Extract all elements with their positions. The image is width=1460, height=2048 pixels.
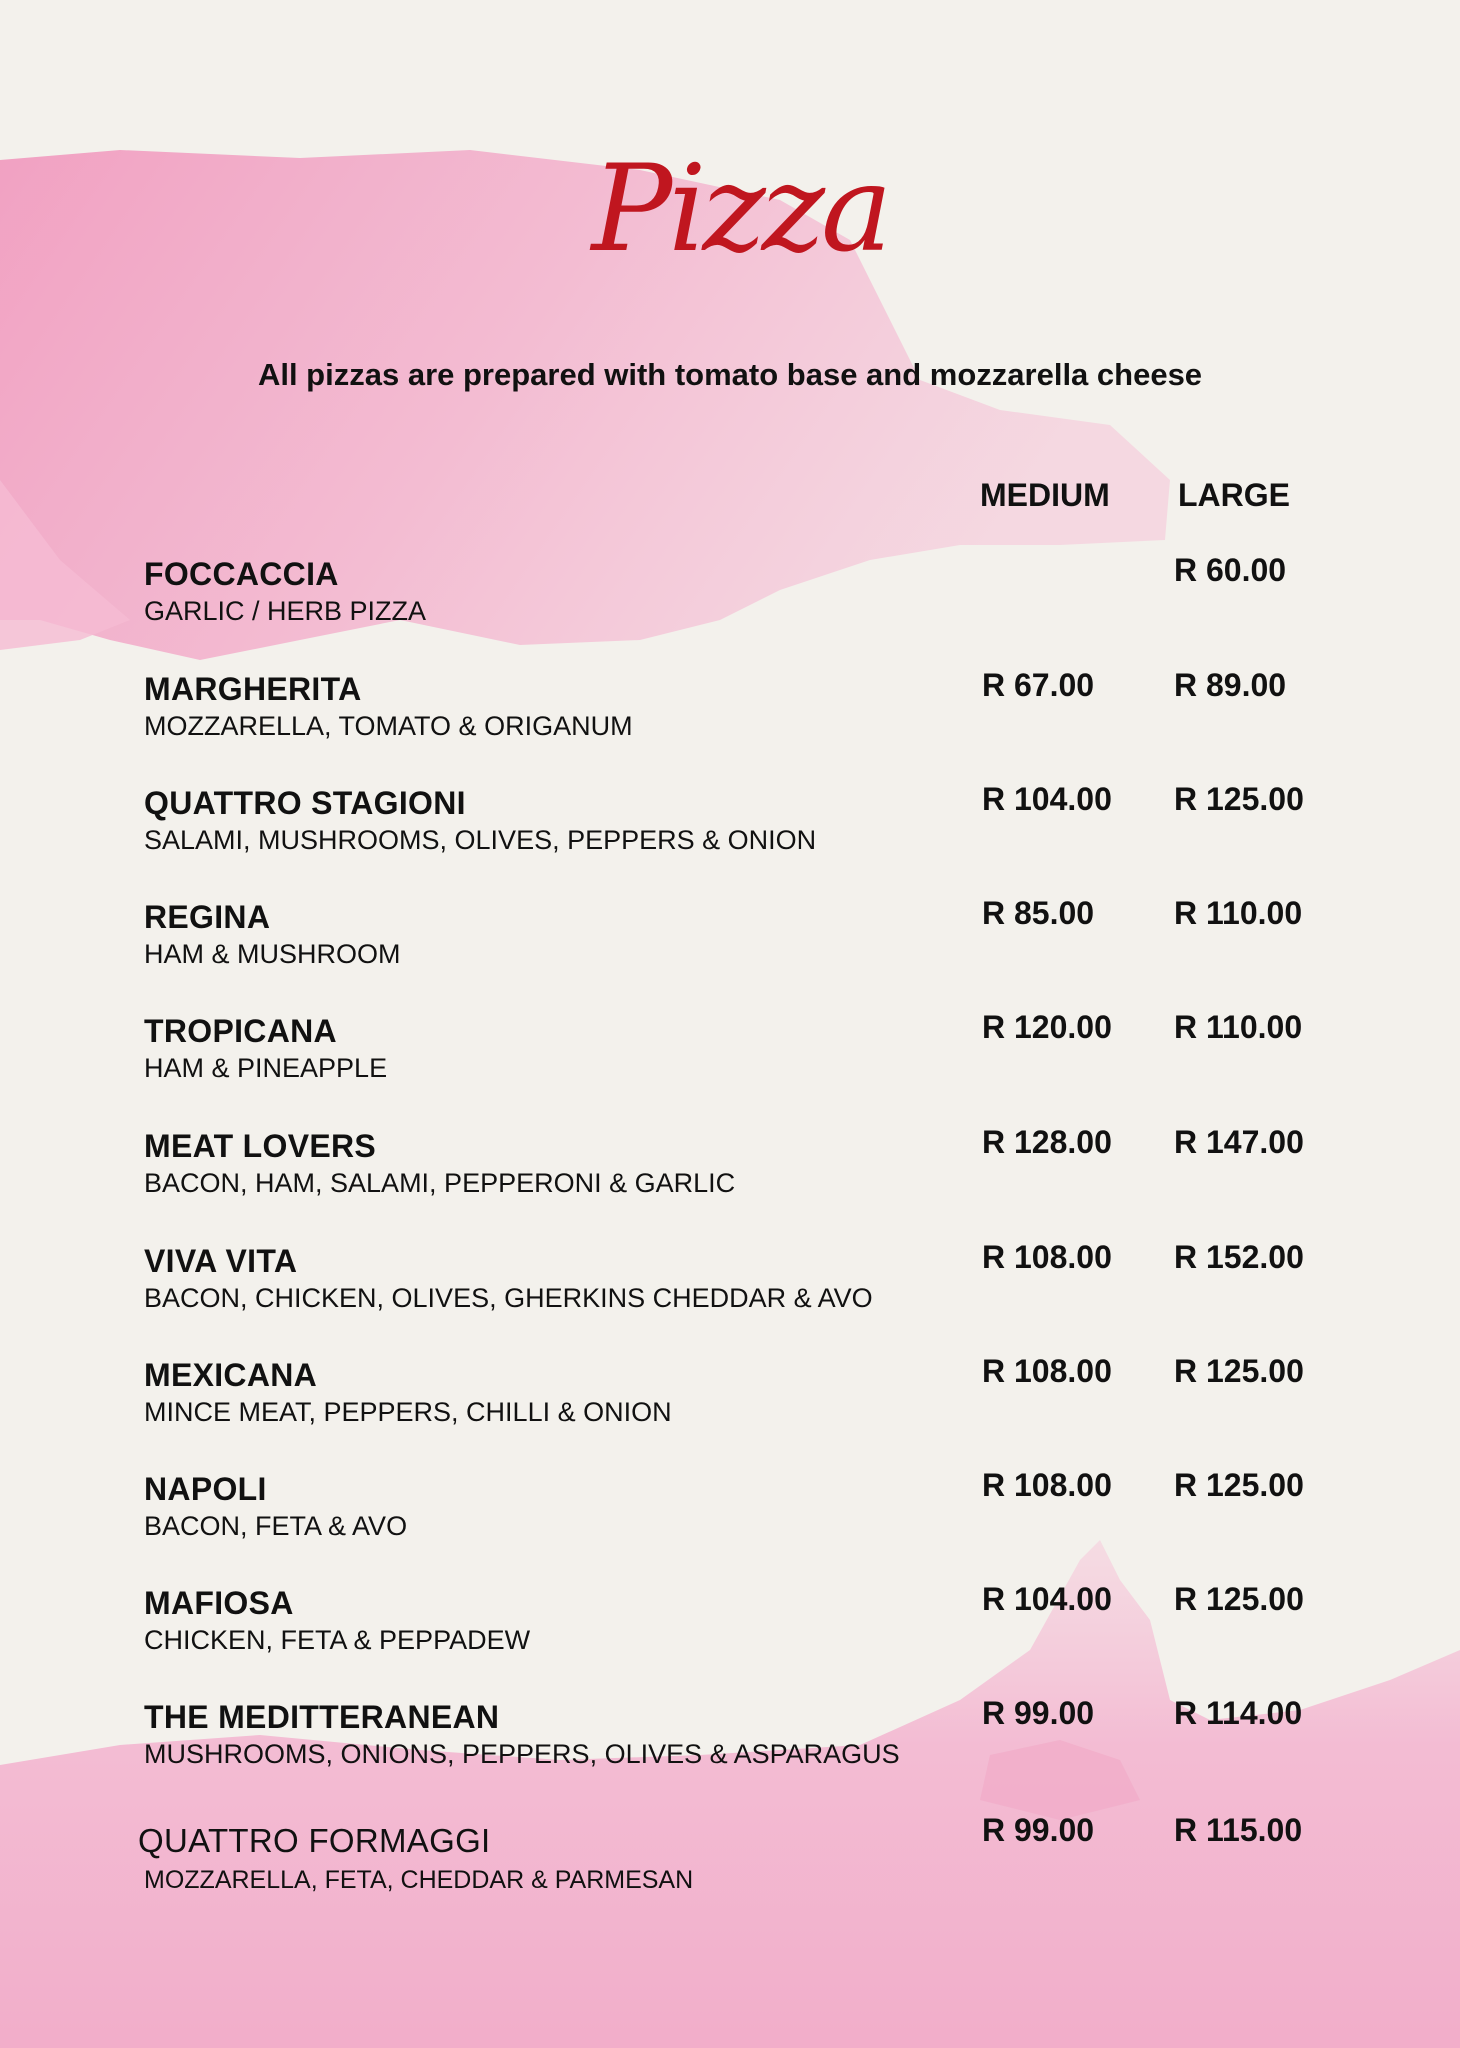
price-medium: R 108.00	[982, 1353, 1112, 1389]
menu-item	[0, 1581, 1460, 1685]
price-large: R 60.00	[1174, 552, 1287, 588]
item-description: BACON, HAM, SALAMI, PEPPERONI & GARLIC	[144, 1168, 736, 1198]
item-name: TROPICANA	[144, 1013, 337, 1049]
price-medium: R 128.00	[982, 1124, 1112, 1160]
price-large: R 125.00	[1174, 1581, 1304, 1617]
menu-item	[0, 1124, 1460, 1228]
item-name: QUATTRO FORMAGGI	[138, 1822, 491, 1859]
item-description: CHICKEN, FETA & PEPPADEW	[144, 1625, 531, 1655]
price-large: R 89.00	[1174, 667, 1287, 703]
page-title: Pizza	[591, 140, 889, 279]
item-name: QUATTRO STAGIONI	[144, 785, 466, 821]
item-name: MAFIOSA	[144, 1585, 294, 1621]
item-description: MOZZARELLA, TOMATO & ORIGANUM	[144, 711, 633, 741]
price-large: R 125.00	[1174, 1353, 1304, 1389]
menu-item	[0, 1467, 1460, 1571]
price-medium: R 85.00	[982, 895, 1095, 931]
price-medium: R 108.00	[982, 1239, 1112, 1275]
menu-item	[0, 552, 1460, 656]
price-large: R 125.00	[1174, 1467, 1304, 1503]
item-name: THE MEDITTERANEAN	[144, 1699, 500, 1735]
item-name: REGINA	[144, 899, 271, 935]
item-description: MINCE MEAT, PEPPERS, CHILLI & ONION	[144, 1397, 672, 1427]
item-description: HAM & MUSHROOM	[144, 939, 401, 969]
price-large: R 110.00	[1174, 1009, 1303, 1045]
menu-subtitle: All pizzas are prepared with tomato base and mozzarella cheese	[257, 357, 1203, 392]
menu-item	[0, 1239, 1460, 1343]
menu-item	[0, 1353, 1460, 1457]
price-medium: R 108.00	[982, 1467, 1112, 1503]
price-medium: R 104.00	[982, 1581, 1112, 1617]
item-name: VIVA VITA	[144, 1243, 298, 1279]
price-medium: R 67.00	[982, 667, 1095, 703]
price-medium: R 99.00	[982, 1812, 1095, 1848]
item-name: MEAT LOVERS	[144, 1128, 377, 1164]
item-description: MUSHROOMS, ONIONS, PEPPERS, OLIVES & ASPARAGUS	[144, 1739, 900, 1769]
item-name: MEXICANA	[144, 1357, 318, 1393]
price-medium: R 120.00	[982, 1009, 1112, 1045]
item-description: SALAMI, MUSHROOMS, OLIVES, PEPPERS & ONION	[144, 825, 817, 855]
menu-item	[0, 781, 1460, 885]
item-name: MARGHERITA	[144, 671, 362, 707]
column-header-large: LARGE	[1178, 477, 1290, 513]
price-medium: R 99.00	[982, 1695, 1095, 1731]
price-large: R 147.00	[1174, 1124, 1304, 1160]
item-description: GARLIC / HERB PIZZA	[144, 596, 427, 626]
menu-item	[0, 895, 1460, 999]
price-medium: R 104.00	[982, 781, 1112, 817]
item-description: BACON, CHICKEN, OLIVES, GHERKINS CHEDDAR & AVO	[144, 1283, 873, 1313]
item-name: NAPOLI	[144, 1471, 267, 1507]
item-description: HAM & PINEAPPLE	[144, 1053, 388, 1083]
menu-item	[0, 1009, 1460, 1113]
item-description: MOZZARELLA, FETA, CHEDDAR & PARMESAN	[144, 1866, 694, 1894]
menu-item	[0, 667, 1460, 771]
price-large: R 125.00	[1174, 781, 1304, 817]
price-large: R 110.00	[1174, 895, 1303, 931]
price-large: R 114.00	[1174, 1695, 1303, 1731]
item-name: FOCCACCIA	[144, 556, 339, 592]
column-header-medium: MEDIUM	[980, 477, 1110, 513]
menu-item	[0, 1812, 1460, 1916]
price-large: R 115.00	[1174, 1812, 1303, 1848]
menu-item	[0, 1695, 1460, 1799]
price-large: R 152.00	[1174, 1239, 1304, 1275]
item-description: BACON, FETA & AVO	[144, 1511, 408, 1541]
